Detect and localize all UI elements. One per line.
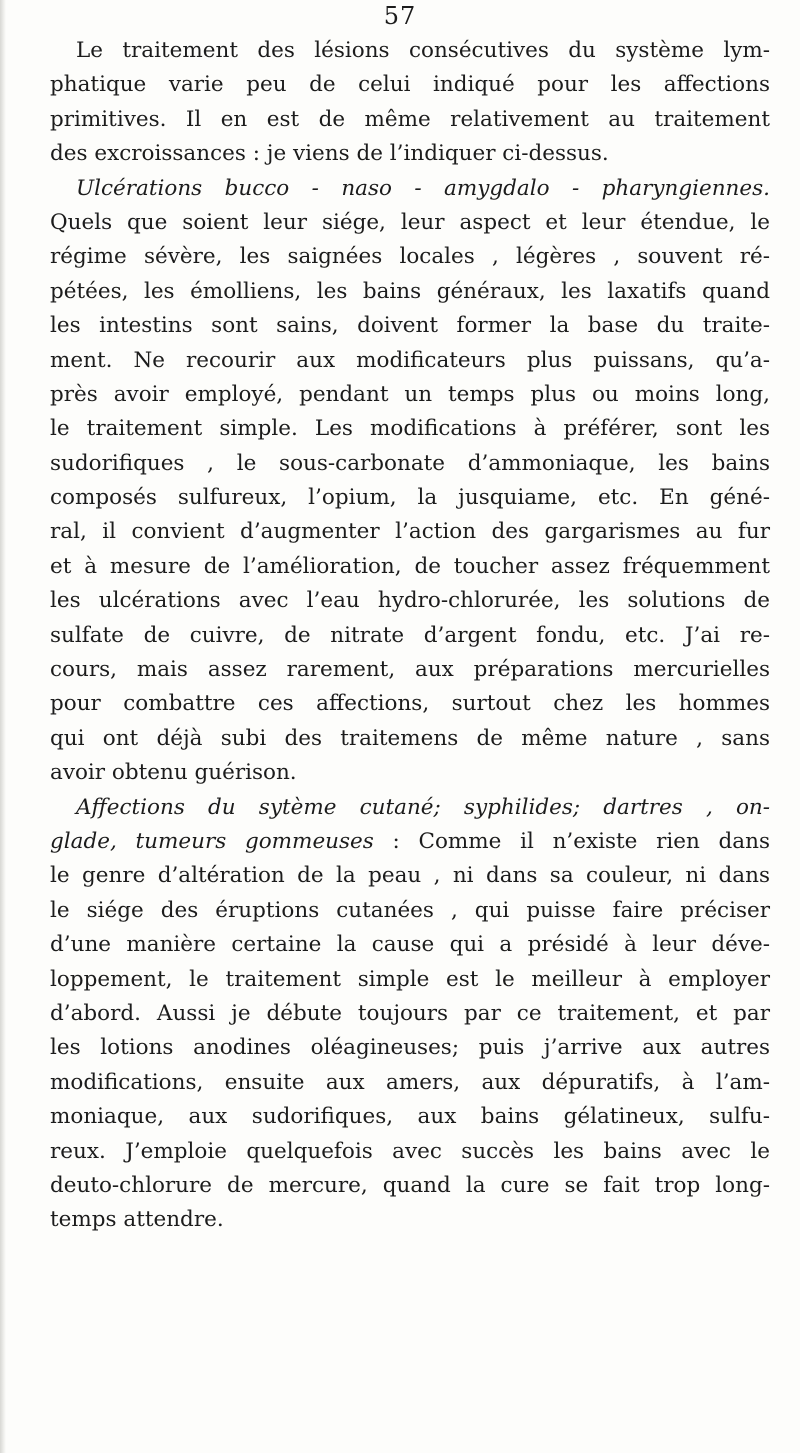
text-line	[50, 1031, 770, 1065]
text-line	[50, 309, 770, 343]
line-text: les lotions anodines oléagineuses; puis j’arrive aux autres	[50, 1035, 770, 1061]
text-line	[50, 1100, 770, 1134]
line-text: sudorifiques , le sous-carbonate d’ammoniaque, les bains	[50, 450, 770, 476]
italic-heading: glade, tumeurs gommeuses	[50, 828, 374, 854]
line-text: ral, il convient d’augmenter l’action des gargarismes au fur	[50, 519, 770, 545]
line-text: modifications, ensuite aux amers, aux dépuratifs, à l’am-	[50, 1069, 770, 1095]
text-line	[50, 859, 770, 893]
text-line	[50, 34, 770, 68]
line-text: primitives. Il en est de même relativement au traitement	[50, 106, 770, 132]
line-text: qui ont déjà subi des traitemens de même nature , sans	[50, 725, 770, 751]
line-text: phatique varie peu de celui indiqué pour les affections	[50, 72, 770, 98]
paragraph	[50, 172, 770, 791]
line-text: loppement, le traitement simple est le meilleur à employer	[50, 966, 770, 992]
text-line	[50, 653, 770, 687]
line-text: pétées, les émolliens, les bains généraux, les laxatifs quand	[50, 278, 770, 304]
line-text: pour combattre ces affections, surtout chez les hommes	[50, 691, 770, 717]
text-line	[50, 963, 770, 997]
text-line	[50, 172, 770, 206]
text-line	[50, 68, 770, 102]
page-edge-shadow	[0, 0, 6, 1453]
text-line	[50, 687, 770, 721]
line-text: les ulcérations avec l’eau hydro-chlorurée, les solutions de	[50, 588, 770, 614]
line-text: deuto-chlorure de mercure, quand la cure se fait trop long-	[50, 1172, 770, 1198]
text-line	[50, 584, 770, 618]
text-line	[50, 722, 770, 756]
line-text: d’abord. Aussi je débute toujours par ce traitement, et par	[50, 1000, 770, 1026]
line-text: d’une manière certaine la cause qui a présidé à leur déve-	[50, 932, 770, 958]
line-text: et à mesure de l’amélioration, de toucher assez fréquemment	[50, 553, 770, 579]
text-line	[50, 1066, 770, 1100]
text-line	[50, 344, 770, 378]
text-line	[50, 447, 770, 481]
line-text: le genre d’altération de la peau , ni dans sa couleur, ni dans	[50, 863, 770, 889]
text-line	[50, 1203, 770, 1237]
line-text: ment. Ne recourir aux modificateurs plus puissans, qu’a-	[50, 347, 770, 373]
line-text: cours, mais assez rarement, aux préparations mercurielles	[50, 657, 770, 683]
text-line	[50, 756, 770, 790]
line-text: le siége des éruptions cutanées , qui puisse faire préciser	[50, 897, 770, 923]
text-line	[50, 378, 770, 412]
line-text: le traitement simple. Les modifications à préférer, sont les	[50, 416, 770, 442]
page-number: 57	[383, 2, 417, 30]
text-line	[50, 240, 770, 274]
text-line	[50, 137, 770, 171]
line-text: reux. J’emploie quelquefois avec succès les bains avec le	[50, 1138, 770, 1164]
text-line	[50, 1169, 770, 1203]
body-text	[50, 34, 770, 1238]
text-line	[50, 894, 770, 928]
line-text: moniaque, aux sudorifiques, aux bains gélatineux, sulfu-	[50, 1104, 770, 1130]
line-text: Quels que soient leur siége, leur aspect et leur étendue, le	[50, 209, 770, 235]
paragraph	[50, 791, 770, 1238]
line-text: avoir obtenu guérison.	[50, 760, 297, 786]
line-text: des excroissances : je viens de l’indiquer ci-dessus.	[50, 141, 609, 167]
line-text: près avoir employé, pendant un temps plus ou moins long,	[50, 381, 770, 407]
italic-heading: Ulcérations bucco - naso - amygdalo - pharyngiennes.	[76, 175, 770, 201]
line-text: régime sévère, les saignées locales , légères , souvent ré-	[50, 244, 770, 270]
text-line	[50, 825, 770, 859]
line-text: temps attendre.	[50, 1207, 224, 1233]
italic-heading: Affections du sytème cutané; syphilides; dartres , on-	[76, 794, 770, 820]
text-line	[50, 791, 770, 825]
text-line	[50, 412, 770, 446]
line-text: les intestins sont sains, doivent former la base du traite-	[50, 313, 770, 339]
text-line	[50, 275, 770, 309]
line-text: composés sulfureux, l’opium, la jusquiame, etc. En géné-	[50, 485, 770, 511]
paragraph	[50, 34, 770, 172]
text-line	[50, 1135, 770, 1169]
text-line	[50, 928, 770, 962]
line-text: : Comme il n’existe rien dans	[373, 828, 770, 854]
line-text: sulfate de cuivre, de nitrate d’argent fondu, etc. J’ai re-	[50, 622, 770, 648]
text-line	[50, 550, 770, 584]
line-text: Le traitement des lésions consécutives du système lym-	[76, 38, 770, 63]
text-line	[50, 619, 770, 653]
text-line	[50, 206, 770, 240]
text-line	[50, 481, 770, 515]
text-line	[50, 103, 770, 137]
text-line	[50, 997, 770, 1031]
text-line	[50, 515, 770, 549]
